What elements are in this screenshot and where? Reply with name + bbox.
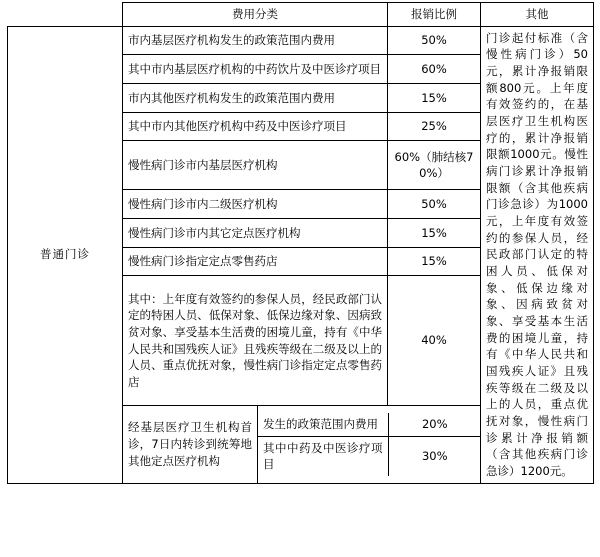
nested-row [258, 436, 481, 476]
category-cell: 其中市内其他医疗机构中药及中医诊疗项目 [123, 112, 388, 141]
nested-category-cell: 其中中药及中医诊疗项目 [258, 436, 388, 476]
category-cell: 市内基层医疗机构发生的政策范围内费用 [123, 26, 388, 55]
ratio-cell: 50% [388, 26, 481, 55]
row-label-outpatient: 普通门诊 [8, 26, 123, 483]
nested-ratio-cell: 30% [388, 436, 481, 476]
ratio-cell: 15% [388, 219, 481, 248]
ratio-cell: 60% [388, 55, 481, 84]
category-cell: 慢性病门诊指定定点零售药店 [123, 247, 388, 276]
header-corner [8, 3, 123, 27]
nested-category-cell: 发生的政策范围内费用 [258, 413, 388, 436]
header-category: 费用分类 [123, 3, 388, 27]
category-cell: 市内其他医疗机构发生的政策范围内费用 [123, 84, 388, 113]
benefit-table [7, 2, 594, 484]
ratio-cell: 40% [388, 276, 481, 406]
nested-subtable-container [258, 406, 481, 484]
header-other: 其他 [481, 3, 594, 27]
category-cell: 其中市内基层医疗机构的中药饮片及中医诊疗项目 [123, 55, 388, 84]
ratio-cell: 15% [388, 84, 481, 113]
table-header-row [8, 3, 594, 27]
category-cell: 慢性病门诊市内二级医疗机构 [123, 190, 388, 219]
category-cell: 慢性病门诊市内其它定点医疗机构 [123, 219, 388, 248]
category-cell: 其中：上年度有效签约的参保人员，经民政部门认定的特困人员、低保对象、低保边缘对象、因病致贫对象、享受基本生活费的困境儿童，持有《中华人民共和国残疾人证》且残疾等级在二级及以上的人员、重点优抚对象，慢性病门诊指定定点零售药店 [123, 276, 388, 406]
ratio-cell: 60%（肺结核70%） [388, 141, 481, 190]
category-cell: 慢性病门诊市内基层医疗机构 [123, 141, 388, 190]
nested-subtable [258, 413, 481, 476]
table-row [8, 26, 594, 55]
header-ratio: 报销比例 [388, 3, 481, 27]
document-page [0, 2, 600, 557]
nested-row [258, 413, 481, 436]
nested-row-label: 经基层医疗卫生机构首诊，7日内转诊到统筹地其他定点医疗机构 [123, 406, 258, 484]
ratio-cell: 50% [388, 190, 481, 219]
ratio-cell: 15% [388, 247, 481, 276]
other-note-cell: 门诊起付标准（含慢性病门诊）50元，累计净报销限额800元。上年度有效签约的，在基层医疗卫生机构医疗的，累计净报销限额1000元。慢性病门诊累计净报销限额（含其他疾病门诊急诊）为1000元，上年度有效签约的参保人员，经民政部门认定的特困人员、低保对象、低保边缘对象、因病致贫对象、享受基本生活费的困境儿童，持有《中华人民共和国残疾人证》且残疾等级在二级及以上的人员，重点优抚对象，慢性病门诊累计净报销额（含其他疾病门诊急诊）1200元。 [481, 26, 594, 483]
nested-ratio-cell: 20% [388, 413, 481, 436]
ratio-cell: 25% [388, 112, 481, 141]
